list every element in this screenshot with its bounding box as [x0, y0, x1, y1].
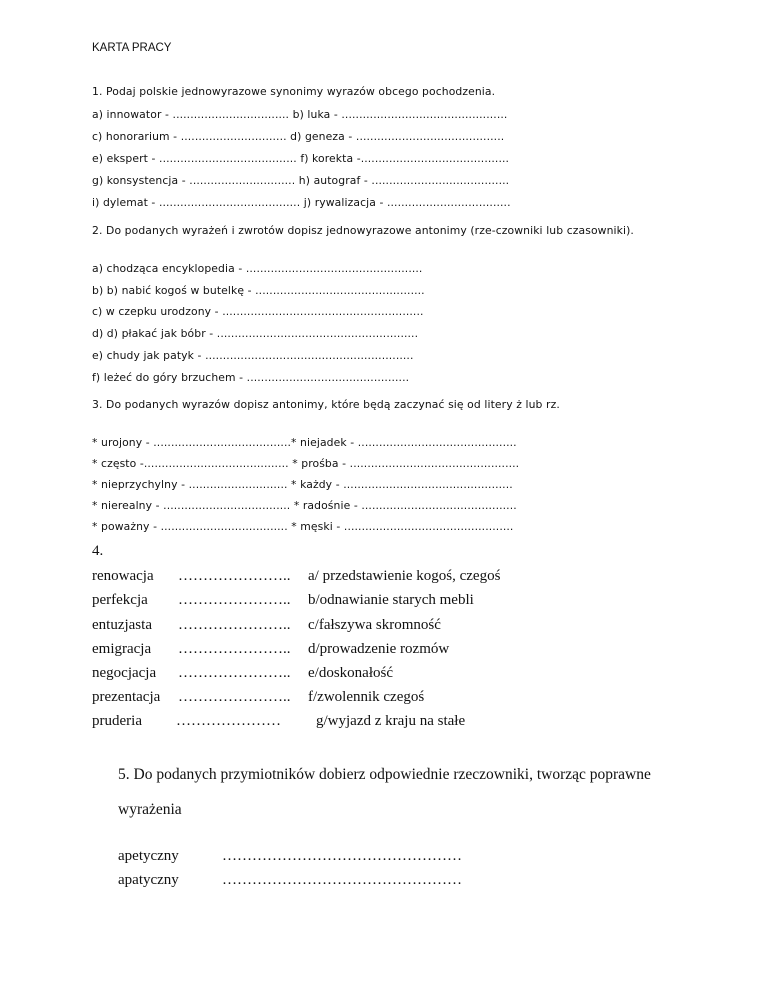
section-5-title-cont: wyrażenia [118, 801, 182, 818]
match-term: perfekcja [92, 592, 148, 608]
match-definition: b/odnawianie starych mebli [308, 592, 474, 608]
match-blank: ………………… [176, 713, 281, 729]
exercise-line: * nieprzychylny - ............................ * każdy - ................................................ [92, 478, 513, 491]
match-term: emigracja [92, 641, 152, 657]
match-term: negocjacja [92, 665, 157, 681]
match-definition: f/zwolennik czegoś [308, 689, 425, 705]
section-5-title: 5. Do podanych przymiotników dobierz odpowiednie rzeczowniki, tworząc poprawne [118, 766, 651, 783]
answer-blank: ………………………………………… [222, 872, 462, 888]
exercise-line: * urojony - .......................................* niejadek - ............................................. [92, 436, 517, 449]
exercise-line: f) leżeć do góry brzuchem - .............................................. [92, 371, 410, 384]
adjective: apatyczny [118, 872, 179, 888]
exercise-line: c) honorarium - .............................. d) geneza - .......................................... [92, 130, 505, 143]
section-3-title: 3. Do podanych wyrazów dopisz antonimy, które będą zaczynać się od litery ż lub rz. [92, 398, 560, 411]
adjective: apetyczny [118, 848, 179, 864]
exercise-line: b) b) nabić kogoś w butelkę - ................................................ [92, 284, 425, 297]
match-definition: c/fałszywa skromność [308, 617, 441, 633]
exercise-line: * często -......................................... * prośba - ................................................ [92, 457, 520, 470]
match-blank: ………………….. [178, 641, 291, 657]
match-term: entuzjasta [92, 617, 152, 633]
exercise-line: * nierealny - .................................... * radośnie - ............................................ [92, 499, 517, 512]
exercise-line: * poważny - .................................... * męski - ................................................ [92, 520, 514, 533]
match-blank: ………………….. [178, 592, 291, 608]
match-term: renowacja [92, 568, 154, 584]
match-definition: a/ przedstawienie kogoś, czegoś [308, 568, 501, 584]
exercise-line: c) w czepku urodzony - ......................................................... [92, 305, 424, 318]
section-1-title: 1. Podaj polskie jednowyrazowe synonimy wyrazów obcego pochodzenia. [92, 85, 496, 98]
section-2-title: 2. Do podanych wyrażeń i zwrotów dopisz jednowyrazowe antonimy (rze-czowniki lub czasowniki). [92, 224, 634, 237]
match-blank: ………………….. [178, 617, 291, 633]
match-blank: ………………….. [178, 665, 291, 681]
match-definition: e/doskonałość [308, 665, 393, 681]
answer-blank: ………………………………………… [222, 848, 462, 864]
exercise-line: e) ekspert - ....................................... f) korekta -.......................................... [92, 152, 510, 165]
match-definition: d/prowadzenie rozmów [308, 641, 450, 657]
exercise-line: i) dylemat - ........................................ j) rywalizacja - ................................... [92, 196, 511, 209]
match-blank: ………………….. [178, 568, 291, 584]
match-blank: ………………….. [178, 689, 291, 705]
page-header: KARTA PRACY [92, 42, 172, 54]
section-4-number: 4. [92, 543, 104, 559]
exercise-line: a) chodząca encyklopedia - .................................................. [92, 262, 423, 275]
match-term: prezentacja [92, 689, 161, 705]
exercise-line: d) d) płakać jak bóbr - ......................................................... [92, 327, 419, 340]
exercise-line: g) konsystencja - .............................. h) autograf - ....................................... [92, 174, 510, 187]
match-term: pruderia [92, 713, 142, 729]
match-definition: g/wyjazd z kraju na stałe [316, 713, 466, 729]
exercise-line: e) chudy jak patyk - ........................................................... [92, 349, 414, 362]
exercise-line: a) innowator - ................................. b) luka - ............................................... [92, 108, 508, 121]
